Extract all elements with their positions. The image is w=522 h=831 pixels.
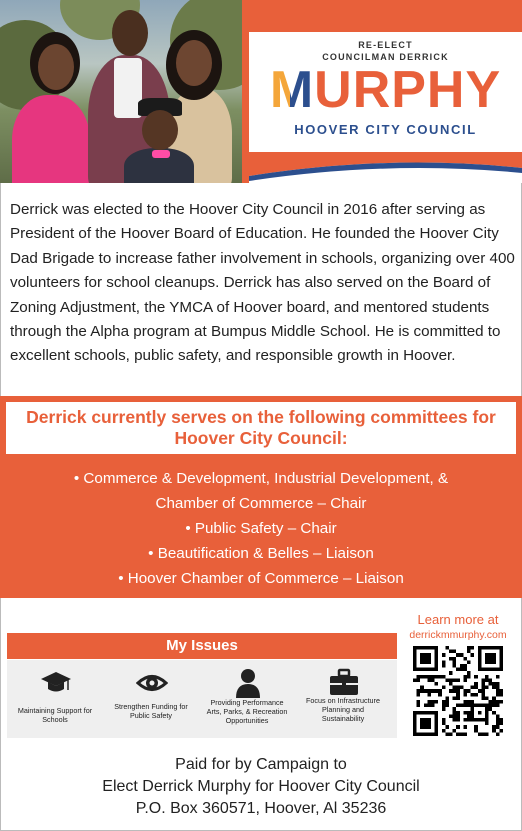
committee-item: • Commerce & Development, Industrial Development, &	[73, 470, 449, 487]
issue-public-safety	[103, 660, 199, 738]
header-banner	[0, 0, 522, 183]
issue-infrastructure	[295, 660, 391, 738]
graduation-cap-icon	[40, 668, 72, 698]
committees-header	[6, 402, 516, 454]
bio-paragraph: Derrick was elected to the Hoover City Council in 2016 after serving as President of the Hoover Board of Education. He founded the Hoover City Dad Brigade to increase father involvement in schools, organizing over 400 volunteers for school cleanups. Derrick has also served on the Board of Zoning Adjustment, the YMCA of Hoover board, and mentored students through the Alpha program at Bumpus Middle School. He is committed to excellent schools, public safety, and responsible growth in Hoover.	[10, 201, 515, 365]
reelect-label: RE-ELECT	[358, 40, 413, 50]
issues-title: My Issues	[166, 637, 238, 654]
committee-item: • Public Safety – Chair	[185, 520, 337, 537]
blue-swoosh	[249, 156, 522, 183]
disclaimer-line3: P.O. Box 360571, Hoover, Al 35236	[135, 800, 387, 817]
committee-item: Chamber of Commerce – Chair	[155, 495, 367, 512]
council-subtitle: HOOVER CITY COUNCIL	[294, 122, 477, 137]
committee-list	[0, 466, 522, 591]
issue-arts-parks	[199, 660, 295, 738]
committees-title	[6, 407, 516, 449]
learn-more	[400, 612, 516, 641]
committees-title-line1: Derrick currently serves on the following committees for	[26, 407, 496, 427]
paid-for-disclaimer	[0, 754, 522, 820]
person-icon	[232, 668, 264, 698]
councilman-label: COUNCILMAN DERRICK	[322, 52, 449, 62]
issue-label: Focus on Infrastructure Planning and Sustainability	[306, 696, 380, 723]
briefcase-icon	[328, 668, 360, 698]
committee-item: • Hoover Chamber of Commerce – Liaison	[118, 570, 404, 587]
campaign-brand	[249, 0, 522, 183]
qr-code-icon[interactable]	[413, 646, 503, 736]
committee-item: • Beautification & Belles – Liaison	[148, 545, 374, 562]
learn-more-label: Learn more at	[417, 612, 499, 627]
issue-label: Strengthen Funding for Public Safety	[114, 702, 188, 720]
issues-header	[7, 633, 397, 659]
issue-schools	[7, 660, 103, 738]
eye-icon	[136, 668, 168, 698]
committees-section	[0, 396, 522, 598]
disclaimer-line2: Elect Derrick Murphy for Hoover City Council	[102, 778, 420, 795]
website-link[interactable]: derrickmmurphy.com	[409, 629, 507, 641]
issues-panel	[7, 660, 397, 738]
committees-title-line2: Hoover City Council:	[174, 428, 348, 448]
candidate-name: MURPHY	[269, 61, 502, 119]
issue-label: Maintaining Support for Schools	[17, 706, 93, 724]
family-photo	[0, 0, 242, 183]
disclaimer-line1: Paid for by Campaign to	[175, 756, 347, 773]
issue-label: Providing Performance Arts, Parks, & Recreation Opportunities	[206, 698, 288, 725]
